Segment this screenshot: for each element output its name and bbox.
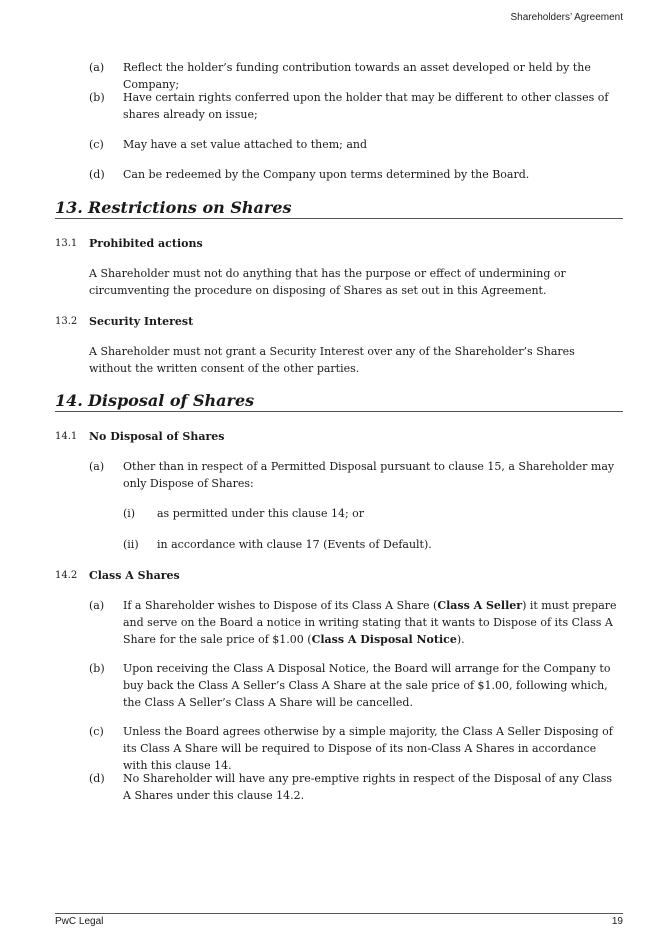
footer-left: PwC Legal <box>55 916 104 927</box>
list-item-text: Can be redeemed by the Company upon terms determined by the Board. <box>123 168 530 181</box>
subsection-number: 14.2 <box>55 570 78 581</box>
section-heading-13 <box>55 198 623 219</box>
text-run: ) it must prepare and serve on the Board a notice in writing stating that it wants to Dispose of its Class A Share for the sale price of $1.00 ( <box>123 599 617 646</box>
section-heading-14 <box>55 391 623 412</box>
subsection-number: 13.1 <box>55 238 78 249</box>
text-run: ). <box>456 633 465 646</box>
list-label: (b) <box>89 91 105 104</box>
list-label: (a) <box>89 599 105 612</box>
list-label: (a) <box>89 61 105 74</box>
list-item-text: Reflect the holder’s funding contribution towards an asset developed or held by the Company; <box>123 61 591 91</box>
list-label: (d) <box>89 168 105 181</box>
section-number: 14. <box>55 391 83 410</box>
page-number: 19 <box>611 916 623 927</box>
sublist-item-text: as permitted under this clause 14; or <box>157 507 365 520</box>
list-item-text <box>123 597 621 648</box>
sublist-label: (ii) <box>123 538 139 551</box>
defined-term: Class A Seller <box>437 599 523 612</box>
subsection-number: 13.2 <box>55 316 78 327</box>
text-run: If a Shareholder wishes to Dispose of its Class A Share ( <box>123 599 438 612</box>
list-item-text: Unless the Board agrees otherwise by a simple majority, the Class A Seller Disposing of its Class A Share will be required to Dispose of its non-Class A Shares in accordance with this clause 14. <box>123 725 613 772</box>
list-label: (b) <box>89 662 105 675</box>
list-item-text: Other than in respect of a Permitted Disposal pursuant to clause 15, a Shareholder may only Dispose of Shares: <box>123 460 615 490</box>
list-label: (d) <box>89 772 105 785</box>
section-title: Restrictions on Shares <box>88 198 292 217</box>
footer-divider <box>55 913 623 914</box>
list-item-text: No Shareholder will have any pre-emptive rights in respect of the Disposal of any Class A Shares under this clause 14.2. <box>123 772 613 802</box>
subsection-title: Class A Shares <box>89 569 180 582</box>
list-label: (c) <box>89 138 104 151</box>
defined-term: Class A Disposal Notice <box>311 633 457 646</box>
subsection-title: Security Interest <box>89 315 194 328</box>
subsection-title: Prohibited actions <box>89 237 203 250</box>
running-header: Shareholders’ Agreement <box>510 12 623 23</box>
list-item-text: May have a set value attached to them; and <box>123 138 368 151</box>
list-item-text: Upon receiving the Class A Disposal Notice, the Board will arrange for the Company to buy back the Class A Seller’s Class A Share at the sale price of $1.00, following which, the Class A Seller’s Class A Share will be cancelled. <box>123 662 611 709</box>
list-item-text: Have certain rights conferred upon the holder that may be different to other classes of shares already on issue; <box>123 91 609 121</box>
section-title: Disposal of Shares <box>88 391 255 410</box>
subsection-number: 14.1 <box>55 431 78 442</box>
list-label: (a) <box>89 460 105 473</box>
paragraph: A Shareholder must not grant a Security Interest over any of the Shareholder’s Shares without the written consent of the other parties. <box>89 345 575 375</box>
subsection-title: No Disposal of Shares <box>89 430 225 443</box>
section-number: 13. <box>55 198 83 217</box>
paragraph: A Shareholder must not do anything that has the purpose or effect of undermining or circumventing the procedure on disposing of Shares as set out in this Agreement. <box>89 267 566 297</box>
list-label: (c) <box>89 725 104 738</box>
sublist-label: (i) <box>123 507 136 520</box>
sublist-item-text: in accordance with clause 17 (Events of Default). <box>157 538 432 551</box>
